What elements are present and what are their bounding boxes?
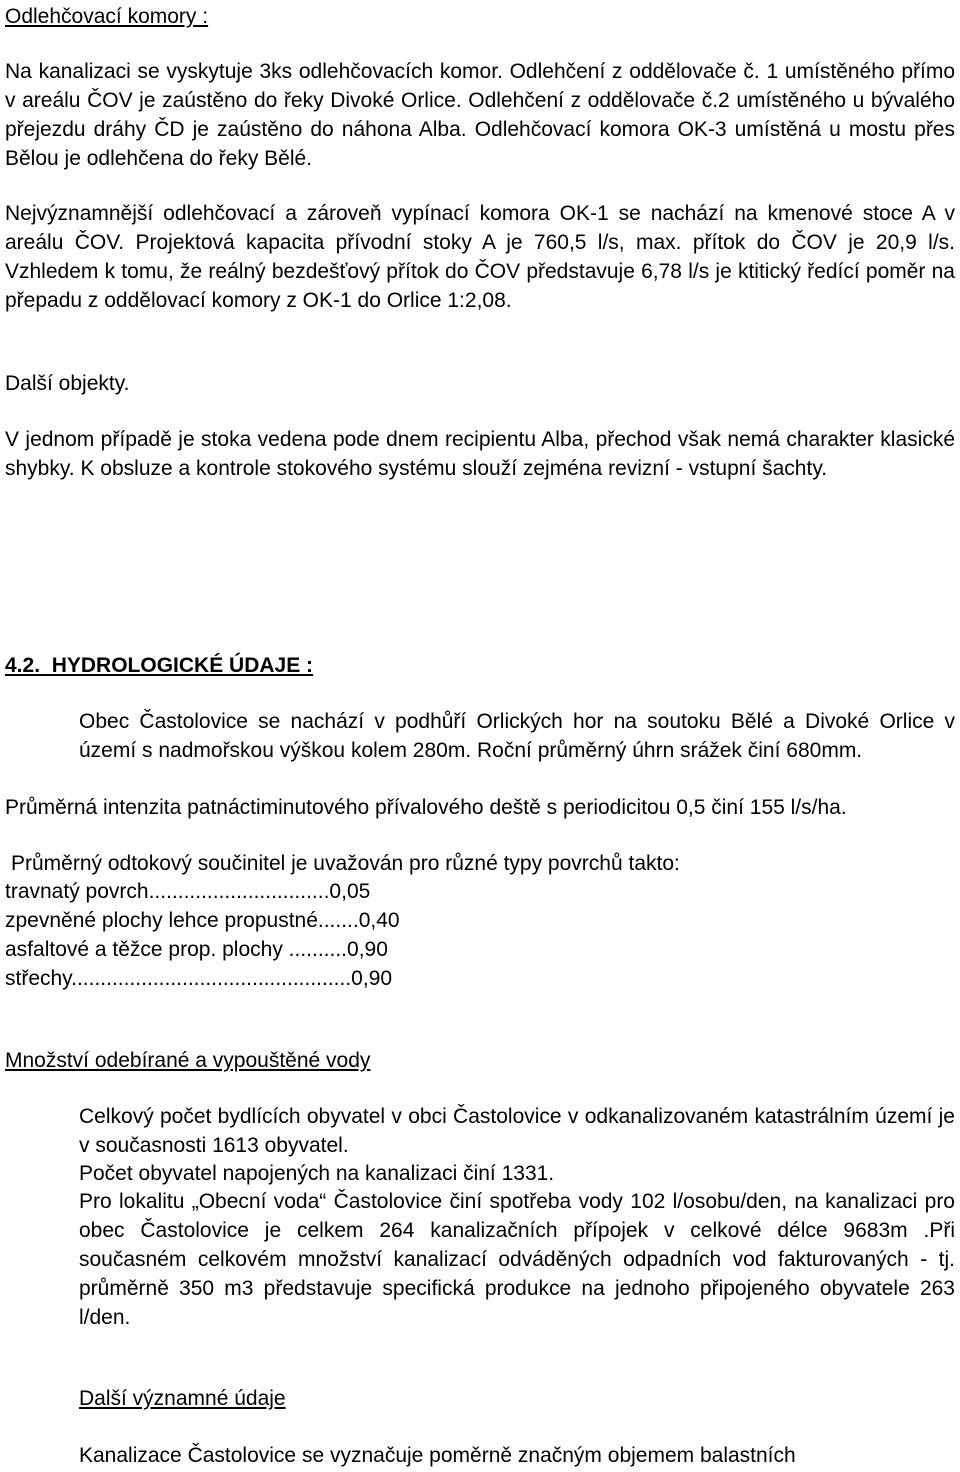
coefficient-item: travnatý povrch...............................0,05 — [5, 880, 371, 903]
paragraph-text: Obec Častolovice se nachází v podhůří Orlických hor na soutoku Bělé a Divoké Orlice v území s nadmořskou výškou kolem 280m. Roční průměrný úhrn srážek činí 680mm. — [79, 710, 955, 762]
paragraph-connected: Počet obyvatel napojených na kanalizaci činí 1331. — [79, 1162, 555, 1185]
paragraph-text: Průměrná intenzita patnáctiminutového přívalového deště s periodicitou 0,5 činí 155 l/s/ha. — [5, 796, 847, 819]
section-title: Odlehčovací komory : — [5, 5, 209, 28]
paragraph-water-consumption — [5, 1187, 955, 1332]
coefficient-item: zpevněné plochy lehce propustné.......0,40 — [5, 909, 400, 932]
paragraph-runoff-coefficient: Průměrný odtokový součinitel je uvažován pro různé typy povrchů takto: — [11, 852, 680, 875]
section-heading-hydrology: 4.2. HYDROLOGICKÉ ÚDAJE : — [5, 654, 314, 677]
subheading-other-objects: Další objekty. — [5, 372, 130, 395]
section-heading-other-data: Další významné údaje — [79, 1387, 286, 1410]
paragraph-text: Celkový počet bydlících obyvatel v obci Častolovice v odkanalizovaném katastrálním území je v současnosti 1613 obyvatel. — [79, 1105, 955, 1157]
coefficient-list — [5, 877, 955, 993]
coefficient-item: asfaltové a těžce prop. plochy ..........0,90 — [5, 938, 388, 961]
paragraph-text: Na kanalizaci se vyskytuje 3ks odlehčovacích komor. Odlehčení z oddělovače č. 1 umístěného přímo v areálu ČOV je zaústěno do řeky Divoké Orlice. Odlehčení z oddělovače č.2 umístěného u bývalého přejezdu dráhy ČD je zaústěno do náhona Alba. Odlehčovací komora OK-3 umístěná u mostu přes Bělou je odlehčena do řeky Bělé. — [5, 60, 955, 170]
paragraph-text: V jednom případě je stoka vedena pode dnem recipientu Alba, přechod však nemá charakter klasické shybky. K obsluze a kontrole stokového systému slouží zejména revizní - vstupní šachty. — [5, 428, 955, 480]
paragraph-siphon — [5, 425, 955, 483]
paragraph-rain-intensity — [5, 793, 955, 822]
coefficient-item: střechy................................................0,90 — [5, 967, 393, 990]
paragraph-ok1 — [5, 199, 955, 315]
paragraph-ballast: Kanalizace Častolovice se vyznačuje poměrně značným objemem balastních — [79, 1444, 796, 1467]
paragraph-overflow-chambers — [5, 57, 955, 173]
paragraph-text: Pro lokalitu „Obecní voda“ Častolovice činí spotřeba vody 102 l/osobu/den, na kanalizaci pro obec Častolovice je celkem 264 kanalizačních přípojek v celkové délce 9683m .Při současném celkovém množství kanalizací odváděných odpadních vod fakturovaných - tj. průměrně 350 m3 představuje specifická produkce na jednoho připojeného obyvatele 263 l/den. — [79, 1190, 955, 1329]
section-heading-water: Množství odebírané a vypouštěné vody — [5, 1049, 371, 1072]
paragraph-population — [5, 1102, 955, 1160]
paragraph-location — [5, 707, 955, 765]
paragraph-text: Nejvýznamnější odlehčovací a zároveň vypínací komora OK-1 se nachází na kmenové stoce A v areálu ČOV. Projektová kapacita přívodní stoky A je 760,5 l/s, max. přítok do ČOV je 20,9 l/s. Vzhledem k tomu, že reálný bezdešťový přítok do ČOV představuje 6,78 l/s je ktitický ředící poměr na přepadu z oddělovací komory z OK-1 do Orlice 1:2,08. — [5, 202, 955, 312]
